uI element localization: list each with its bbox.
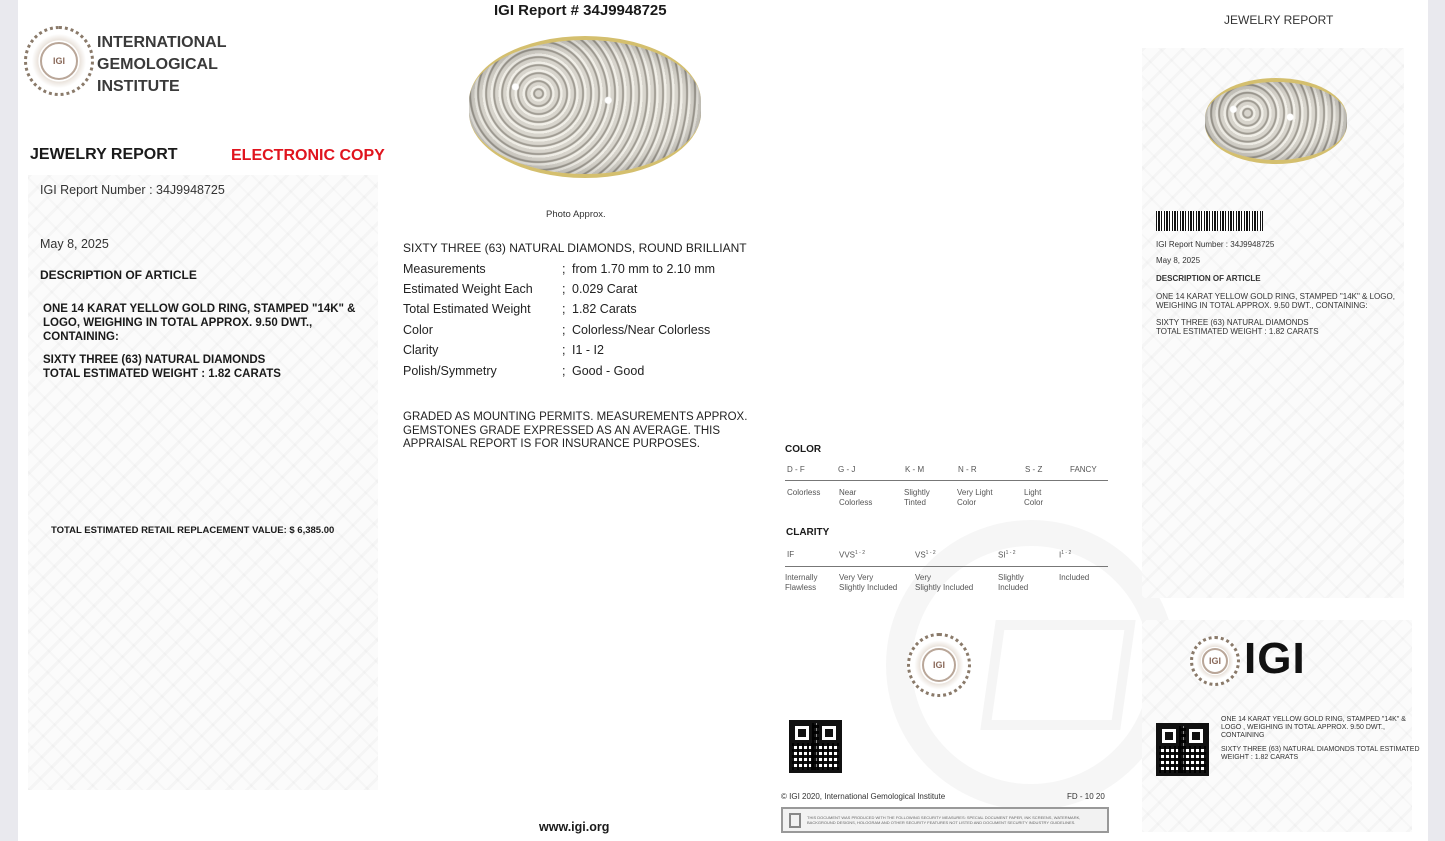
qr-code[interactable] — [789, 720, 842, 773]
color-grade: N - R — [958, 465, 977, 474]
right-stone-line-1: SIXTY THREE (63) NATURAL DIAMONDS — [1156, 318, 1309, 327]
clarity-desc — [998, 573, 1028, 593]
color-desc-line: Colorless — [787, 488, 821, 497]
report-number: IGI Report Number : 34J9948725 — [40, 183, 225, 197]
right-report-number: IGI Report Number : 34J9948725 — [1156, 240, 1275, 249]
article-line-1: ONE 14 KARAT YELLOW GOLD RING, STAMPED "14K" & — [43, 303, 356, 315]
clarity-grade — [839, 550, 865, 560]
right-article-description — [1156, 292, 1395, 310]
right-stone-line-2: TOTAL ESTIMATED WEIGHT : 1.82 CARATS — [1156, 327, 1319, 336]
clarity-grade — [998, 550, 1016, 560]
clarity-desc-line: Included — [998, 583, 1029, 592]
color-scale-title: COLOR — [785, 444, 822, 455]
color-grade: FANCY — [1070, 465, 1097, 474]
grading-comments — [403, 411, 747, 452]
ring-photo — [469, 36, 701, 178]
clarity-desc-line: Slightly — [998, 573, 1024, 582]
color-desc-line: Color — [957, 498, 977, 507]
comment-line-1: GRADED AS MOUNTING PERMITS. MEASUREMENTS APPROX. — [403, 411, 748, 423]
qr-code-right[interactable] — [1156, 723, 1209, 776]
right-footer-stone-line: WEIGHT : 1.82 CARATS — [1221, 754, 1299, 761]
color-grade: D - F — [787, 465, 805, 474]
spec-separator: ; — [562, 302, 566, 316]
clarity-desc-line: Flawless — [785, 583, 817, 592]
stone-summary — [43, 353, 281, 381]
color-desc-line: Slightly — [904, 488, 930, 497]
color-grade: S - Z — [1025, 465, 1043, 474]
color-desc-line: Tinted — [904, 498, 926, 507]
right-footer-stone-line: SIXTY THREE (63) NATURAL DIAMONDS TOTAL ESTIMATED — [1221, 746, 1420, 753]
report-header-title: IGI Report # 34J9948725 — [494, 2, 667, 19]
spec-separator: ; — [562, 323, 566, 337]
spec-separator: ; — [562, 262, 566, 276]
right-description-heading: DESCRIPTION OF ARTICLE — [1156, 274, 1261, 283]
stone-title: SIXTY THREE (63) NATURAL DIAMONDS, ROUND BRILLIANT — [403, 241, 747, 255]
spec-value: 0.029 Carat — [572, 282, 638, 296]
right-footer-description — [1221, 716, 1406, 740]
clarity-grade-label: I — [1059, 550, 1062, 560]
report-date: May 8, 2025 — [40, 237, 109, 251]
clarity-desc-line: Very — [915, 573, 932, 582]
org-line-3: INSTITUTE — [97, 78, 180, 95]
igi-seal-inner: IGI — [40, 42, 78, 80]
watermark-diamond — [980, 620, 1135, 730]
article-description — [43, 302, 356, 344]
color-desc — [957, 488, 993, 508]
spec-label: Measurements — [403, 262, 486, 276]
color-desc — [787, 488, 820, 498]
right-panel-title: JEWELRY REPORT — [1224, 13, 1334, 27]
spec-label: Color — [403, 323, 433, 337]
clarity-desc — [839, 573, 897, 593]
description-heading: DESCRIPTION OF ARTICLE — [40, 268, 197, 282]
igi-seal-logo — [24, 26, 94, 96]
right-footer-line: CONTAINING — [1221, 732, 1265, 739]
right-report-date: May 8, 2025 — [1156, 256, 1201, 265]
igi-seal-right — [1190, 636, 1240, 686]
organization-name — [97, 32, 226, 98]
document-icon — [789, 813, 801, 828]
security-strip — [781, 807, 1109, 833]
clarity-grade-label: IF — [787, 550, 795, 559]
clarity-grade-label: SI — [998, 550, 1006, 560]
report-type-title: JEWELRY REPORT — [30, 146, 178, 163]
org-line-1: INTERNATIONAL — [97, 34, 227, 51]
igi-seal-small — [907, 633, 971, 697]
spec-value: 1.82 Carats — [572, 302, 637, 316]
color-desc-line: Near — [839, 488, 857, 497]
right-footer-line: LOGO , WEIGHING IN TOTAL APPROX. 9.50 DWT., — [1221, 724, 1385, 731]
clarity-scale-title: CLARITY — [786, 527, 830, 538]
ring-photo-small — [1205, 78, 1347, 164]
igi-seal-small-inner: IGI — [922, 648, 957, 683]
clarity-desc — [785, 573, 817, 593]
color-desc — [839, 488, 872, 508]
clarity-desc — [1059, 573, 1089, 583]
retail-value: TOTAL ESTIMATED RETAIL REPLACEMENT VALUE: $ 6,385.00 — [51, 525, 335, 536]
spec-value: from 1.70 mm to 2.10 mm — [572, 262, 716, 276]
clarity-desc-line: Internally — [785, 573, 818, 582]
igi-wordmark: IGI — [1244, 634, 1306, 683]
clarity-grade-sup: 1 - 2 — [1005, 550, 1016, 556]
stone-line-2: TOTAL ESTIMATED WEIGHT : 1.82 CARATS — [43, 368, 281, 380]
igi-seal-right-inner: IGI — [1202, 648, 1228, 674]
color-desc-line: Colorless — [839, 498, 873, 507]
color-grade: K - M — [905, 465, 925, 474]
color-desc — [1024, 488, 1043, 508]
clarity-grade-label: VVS — [839, 550, 856, 560]
spec-label: Estimated Weight Each — [403, 282, 533, 296]
right-footer-line: ONE 14 KARAT YELLOW GOLD RING, STAMPED "14K" & — [1221, 716, 1406, 723]
clarity-grade — [787, 550, 794, 559]
clarity-grade — [915, 550, 936, 560]
stone-line-1: SIXTY THREE (63) NATURAL DIAMONDS — [43, 354, 266, 366]
org-line-2: GEMOLOGICAL — [97, 56, 218, 73]
security-text: THIS DOCUMENT WAS PRODUCED WITH THE FOLLOWING SECURITY MEASURES: SPECIAL DOCUMENT PAPER, INK SCREENS, WATERMARK, BACKGROUND DESIGNS, HOLOGRAM AND OTHER SECURITY FEATURES NOT LISTED AND DOCUMENT SECURITY INDUSTRY GUIDELINES. — [807, 815, 1081, 825]
color-grade: G - J — [838, 465, 856, 474]
color-desc-line: Color — [1024, 498, 1044, 507]
color-desc — [904, 488, 930, 508]
photo-caption: Photo Approx. — [546, 209, 606, 220]
comment-line-2: GEMSTONES GRADE EXPRESSED AS AN AVERAGE. THIS — [403, 424, 720, 437]
color-desc-line: Light — [1024, 488, 1042, 497]
clarity-desc — [915, 573, 973, 593]
barcode — [1156, 211, 1263, 231]
website-link[interactable]: www.igi.org — [539, 820, 610, 834]
spec-label: Clarity — [403, 343, 439, 357]
comment-line-3: APPRAISAL REPORT IS FOR INSURANCE PURPOSES. — [403, 438, 700, 450]
clarity-grade-sup: 1 - 2 — [925, 550, 936, 556]
clarity-grade-label: VS — [915, 550, 926, 560]
report-page — [18, 0, 1428, 841]
clarity-desc-line: Slightly Included — [839, 583, 898, 592]
form-code: FD - 10 20 — [1067, 792, 1105, 801]
spec-separator: ; — [562, 282, 566, 296]
clarity-grade-sup: 1 - 2 — [855, 550, 866, 556]
clarity-grade-sup: 1 - 2 — [1061, 550, 1072, 556]
article-line-2: LOGO, WEIGHING IN TOTAL APPROX. 9.50 DWT., — [43, 317, 313, 329]
right-article-line-1: ONE 14 KARAT YELLOW GOLD RING, STAMPED "14K" & LOGO, — [1156, 292, 1395, 301]
spec-label: Total Estimated Weight — [403, 302, 531, 316]
color-scale-rule — [785, 480, 1108, 481]
color-desc-line: Very Light — [957, 488, 993, 497]
spec-value: I1 - I2 — [572, 343, 604, 357]
clarity-desc-line: Included — [1059, 573, 1090, 582]
right-footer-stones — [1221, 746, 1420, 762]
clarity-desc-line: Slightly Included — [915, 583, 974, 592]
article-line-3: CONTAINING: — [43, 331, 119, 343]
right-stone-summary — [1156, 318, 1319, 336]
clarity-scale-rule — [785, 566, 1108, 567]
copyright-notice: © IGI 2020, International Gemological Institute — [781, 792, 946, 801]
spec-value: Colorless/Near Colorless — [572, 323, 711, 337]
spec-label: Polish/Symmetry — [403, 364, 497, 378]
electronic-copy-label: ELECTRONIC COPY — [231, 147, 385, 164]
spec-value: Good - Good — [572, 364, 645, 378]
spec-separator: ; — [562, 343, 566, 357]
right-article-line-2: WEIGHING IN TOTAL APPROX. 9.50 DWT., CONTAINING: — [1156, 301, 1368, 310]
spec-separator: ; — [562, 364, 566, 378]
clarity-desc-line: Very Very — [839, 573, 874, 582]
clarity-grade — [1059, 550, 1071, 560]
